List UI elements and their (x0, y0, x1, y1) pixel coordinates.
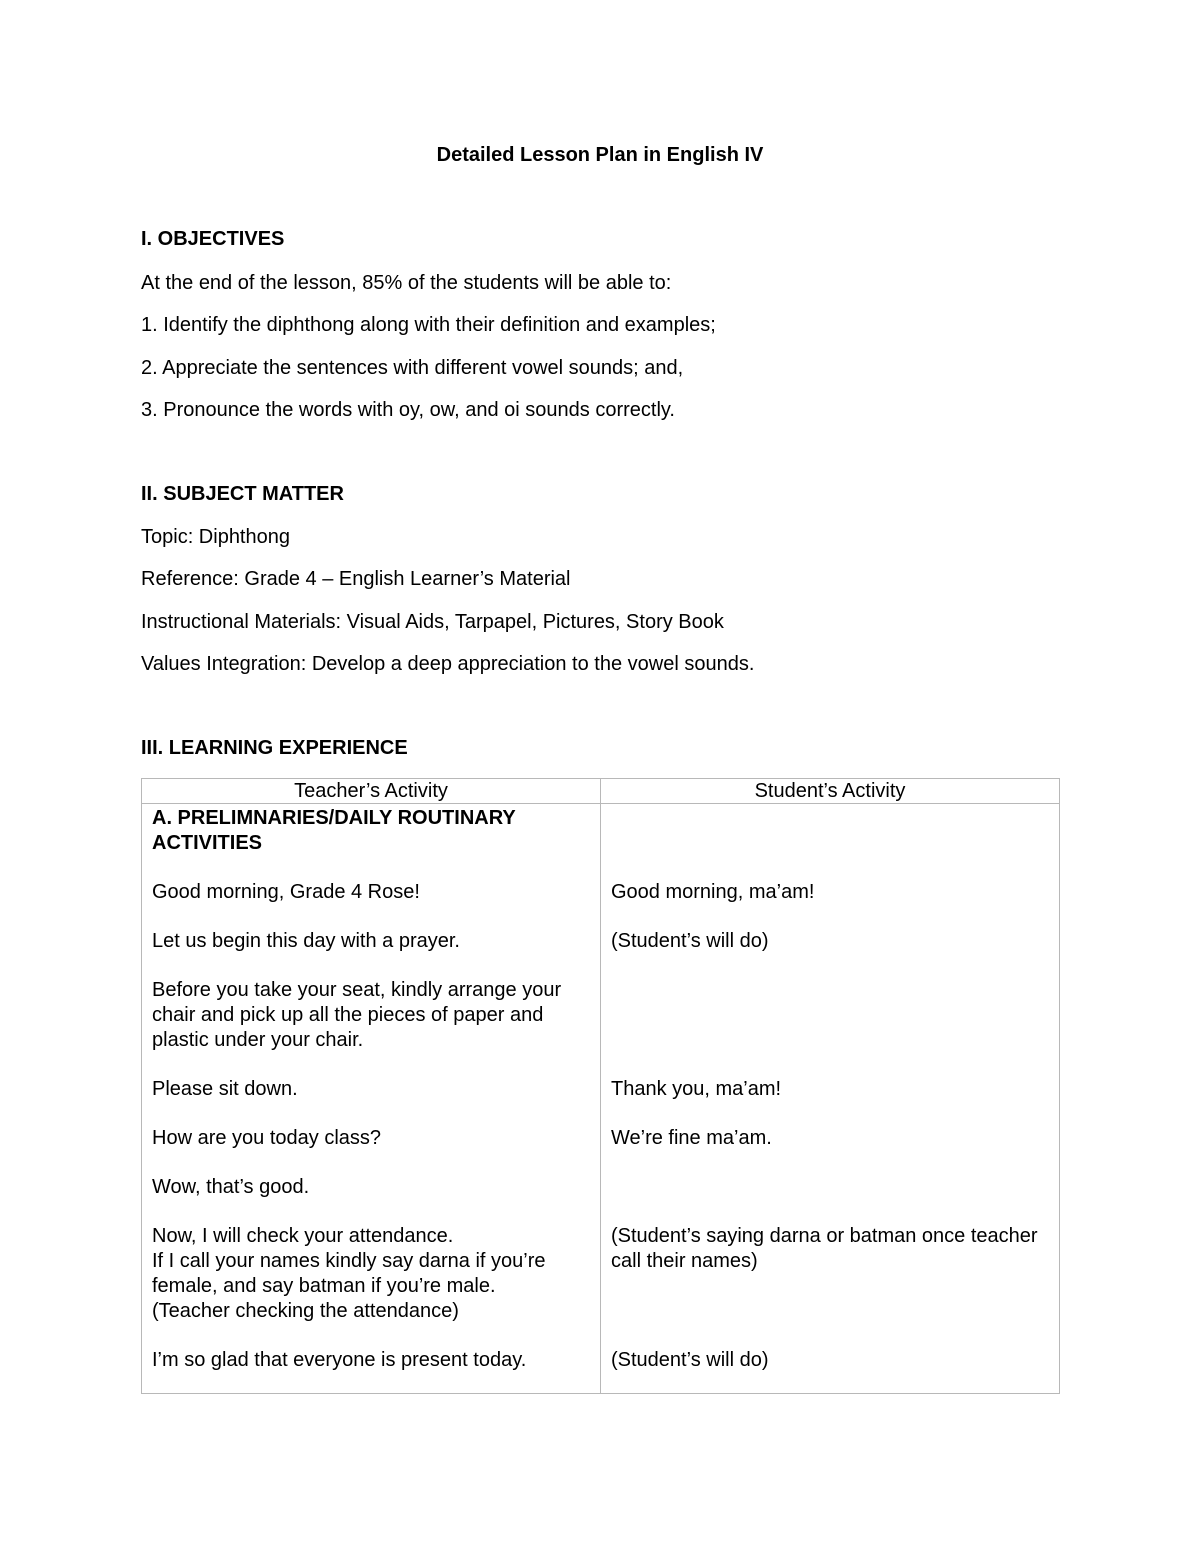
teacher-line: Please sit down. (152, 1078, 298, 1100)
subject-values: Values Integration: Develop a deep appreciation to the vowel sounds. (141, 653, 755, 675)
teacher-line: (Teacher checking the attendance) (152, 1300, 459, 1322)
teacher-line: Let us begin this day with a prayer. (152, 930, 460, 952)
objective-item: 2. Appreciate the sentences with different vowel sounds; and, (141, 357, 684, 379)
student-spacer (611, 806, 1049, 856)
student-spacer (611, 978, 1049, 1053)
learning-experience-heading: III. LEARNING EXPERIENCE (141, 737, 408, 759)
table-header-row (142, 779, 1060, 804)
student-line: (Student’s saying darna or batman once teacher call their names) (611, 1225, 1038, 1272)
objective-item: 3. Pronounce the words with oy, ow, and oi sounds correctly. (141, 399, 675, 421)
subject-topic: Topic: Diphthong (141, 526, 290, 548)
subject-materials: Instructional Materials: Visual Aids, Tarpapel, Pictures, Story Book (141, 611, 724, 633)
teacher-line: Before you take your seat, kindly arrange your chair and pick up all the pieces of paper and plastic under your chair. (152, 979, 562, 1051)
teacher-line: Now, I will check your attendance. (152, 1225, 454, 1247)
student-line: Thank you, ma’am! (611, 1078, 782, 1100)
objective-item: 1. Identify the diphthong along with their definition and examples; (141, 314, 716, 336)
teacher-activity-cell (142, 804, 601, 1394)
activity-table (141, 778, 1060, 1394)
student-line: We’re fine ma’am. (611, 1127, 772, 1149)
student-activity-header: Student’s Activity (601, 779, 1060, 804)
teacher-activity-header: Teacher’s Activity (142, 779, 601, 804)
subject-matter-heading: II. SUBJECT MATTER (141, 483, 344, 505)
student-line: (Student’s will do) (611, 930, 769, 952)
section-title: A. PRELIMNARIES/DAILY ROUTINARY ACTIVITIES (152, 807, 516, 854)
teacher-line: If I call your names kindly say darna if you’re female, and say batman if you’re male. (152, 1250, 546, 1297)
student-line: (Student’s will do) (611, 1349, 769, 1371)
student-line: Good morning, ma’am! (611, 881, 815, 903)
teacher-line: I’m so glad that everyone is present today. (152, 1349, 527, 1371)
student-activity-cell (601, 804, 1060, 1394)
student-attendance-block (611, 1224, 1049, 1324)
teacher-line: Good morning, Grade 4 Rose! (152, 881, 420, 903)
teacher-attendance-block (152, 1224, 590, 1324)
document-title: Detailed Lesson Plan in English IV (436, 144, 764, 166)
objectives-heading: I. OBJECTIVES (141, 228, 285, 250)
teacher-line: Wow, that’s good. (152, 1176, 310, 1198)
objectives-intro: At the end of the lesson, 85% of the students will be able to: (141, 272, 672, 294)
subject-reference: Reference: Grade 4 – English Learner’s Material (141, 568, 571, 590)
student-spacer (611, 1175, 1049, 1200)
teacher-line: How are you today class? (152, 1127, 382, 1149)
table-row (142, 804, 1060, 1394)
